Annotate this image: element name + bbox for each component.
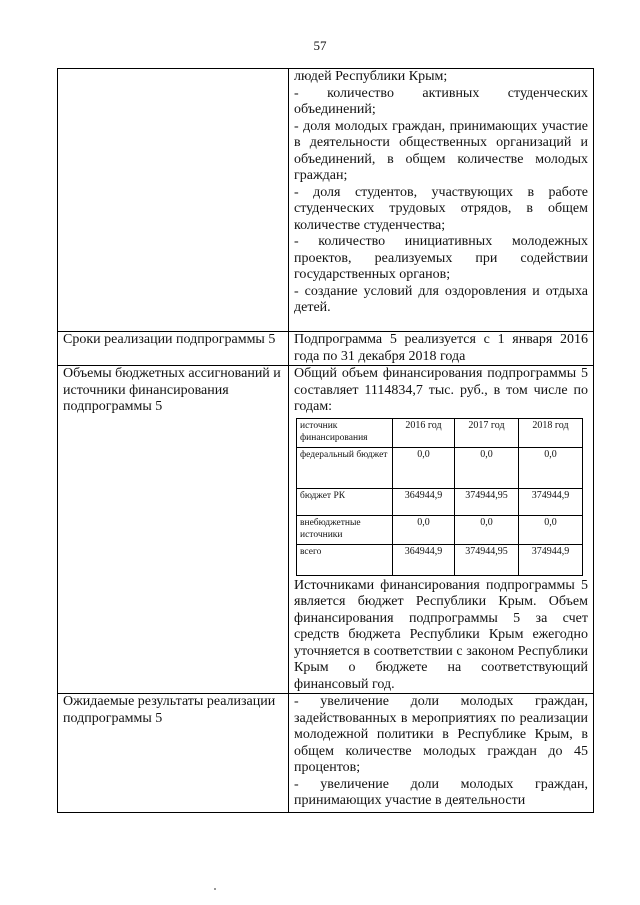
indicator-line: - количество активных студенческих объединений; <box>294 85 588 117</box>
funding-value-cell: 364944,9 <box>393 488 455 515</box>
funding-header-cell: источник финансирования <box>297 418 393 447</box>
funding-value-cell: 0,0 <box>455 515 519 544</box>
indicators-cell <box>289 69 594 332</box>
funding-value-cell: 374944,9 <box>519 488 583 515</box>
indicator-line: - количество инициативных молодежных проектов, реализуемых при содействии государственных органов; <box>294 234 588 282</box>
funding-table-row <box>297 447 583 488</box>
funding-intro: Общий объем финансирования подпрограммы 5 составляет 1114834,7 тыс. руб., в том числе по годам: <box>294 366 588 414</box>
funding-source-cell: внебюджетные источники <box>297 515 393 544</box>
row-results <box>58 694 594 813</box>
funding-value-cell: 374944,95 <box>455 488 519 515</box>
result-line: - увеличение доли молодых граждан, принимающих участие в деятельности <box>294 776 588 808</box>
passport-table <box>57 68 594 813</box>
funding-value-cell: 374944,95 <box>455 544 519 575</box>
row-terms <box>58 332 594 366</box>
funding-value-cell: 0,0 <box>519 515 583 544</box>
funding-value-cell: 364944,9 <box>393 544 455 575</box>
scan-dot <box>214 888 216 890</box>
funding-table-header <box>297 418 583 447</box>
row-indicators <box>58 69 594 332</box>
page-number: 57 <box>313 38 327 53</box>
funding-cell <box>289 366 594 694</box>
funding-table <box>296 418 583 576</box>
funding-source-cell: бюджет РК <box>297 488 393 515</box>
row-funding <box>58 366 594 694</box>
funding-value-cell: 0,0 <box>393 515 455 544</box>
funding-source-cell: всего <box>297 544 393 575</box>
funding-value-cell: 0,0 <box>393 447 455 488</box>
results-label: Ожидаемые результаты реализации подпрограммы 5 <box>58 694 289 813</box>
results-cell <box>289 694 594 813</box>
funding-header-cell: 2018 год <box>519 418 583 447</box>
funding-header-cell: 2017 год <box>455 418 519 447</box>
funding-label: Объемы бюджетных ассигнований и источники финансирования подпрограммы 5 <box>58 366 289 694</box>
funding-table-row <box>297 488 583 515</box>
terms-label: Сроки реализации подпрограммы 5 <box>58 332 289 366</box>
indicator-line: - доля молодых граждан, принимающих участие в деятельности общественных организаций и объединений, в общем количестве молодых граждан; <box>294 118 588 183</box>
funding-sources-text: Источниками финансирования подпрограммы 5 является бюджет Республики Крым. Объем финансирования подпрограммы 5 за счет средств бюджета Республики Крым ежегодно уточняется в соответствии с законом Республики Крым о бюджете на соответствующий финансовый год. <box>294 577 588 692</box>
terms-value: Подпрограмма 5 реализуется с 1 января 2016 года по 31 декабря 2018 года <box>289 332 594 366</box>
indicator-line: - создание условий для оздоровления и отдыха детей. <box>294 283 588 315</box>
funding-value-cell: 374944,9 <box>519 544 583 575</box>
indicator-line: людей Республики Крым; <box>294 69 448 84</box>
funding-header-cell: 2016 год <box>393 418 455 447</box>
result-line: - увеличение доли молодых граждан, задействованных в мероприятиях по реализации молодежной политики в Республике Крым, в общем количестве молодых граждан до 45 процентов; <box>294 694 588 775</box>
indicator-line: - доля студентов, участвующих в работе студенческих трудовых отрядов, в общем количестве студенчества; <box>294 184 588 233</box>
funding-table-row <box>297 544 583 575</box>
funding-source-cell: федеральный бюджет <box>297 447 393 488</box>
indicators-label-cell <box>58 69 289 332</box>
funding-table-row <box>297 515 583 544</box>
funding-value-cell: 0,0 <box>519 447 583 488</box>
funding-value-cell: 0,0 <box>455 447 519 488</box>
